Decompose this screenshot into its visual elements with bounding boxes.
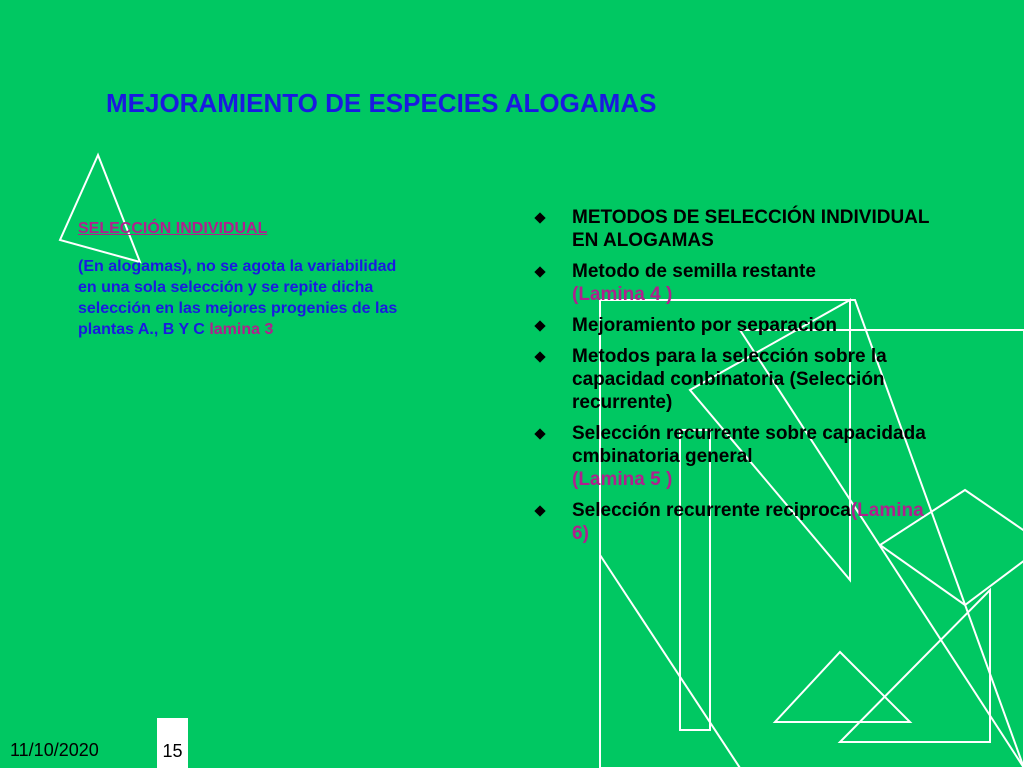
- description-text: (En alogamas), no se agota la variabilidad en una sola selección y se repite dicha selección en las mejores progenies de las plantas A., B Y C: [78, 258, 398, 338]
- slide-title: MEJORAMIENTO DE ESPECIES ALOGAMAS: [106, 88, 657, 118]
- bottom-triangle-shape: [600, 555, 740, 768]
- diamond-bullet-icon: [534, 212, 545, 223]
- right-triangle-shape: [840, 590, 990, 742]
- list-item: [534, 206, 934, 252]
- page-number: 15: [162, 741, 183, 761]
- small-triangle-shape: [775, 652, 910, 722]
- list-item-text: Metodos para la selección sobre la capacidad conbinatoria (Selección recurrente): [572, 346, 887, 413]
- diamond-bullet-icon: [534, 505, 545, 516]
- list-item: [534, 345, 934, 414]
- list-item-reference: (Lamina 5 ): [572, 469, 673, 490]
- footer-date: 11/10/2020: [10, 740, 99, 760]
- diamond-bullet-icon: [534, 320, 545, 331]
- list-item-reference: (Lamina 6): [572, 500, 924, 544]
- left-description: [78, 256, 413, 340]
- list-item: [534, 499, 934, 545]
- methods-list: [534, 206, 934, 553]
- list-item-text: Selección recurrente reciproca: [572, 500, 851, 521]
- list-item-reference: (Lamina 4 ): [572, 284, 673, 305]
- list-item: [534, 260, 934, 306]
- page-number-box: [157, 718, 188, 768]
- list-item: [534, 422, 934, 491]
- list-item-text: Mejoramiento por separacion: [572, 315, 838, 336]
- list-item-text: Selección recurrente sobre capacidada cmbinatoria general: [572, 423, 926, 467]
- list-item-text: METODOS DE SELECCIÓN INDIVIDUAL EN ALOGAMAS: [572, 207, 930, 251]
- list-item: [534, 314, 934, 337]
- diamond-bullet-icon: [534, 428, 545, 439]
- diamond-bullet-icon: [534, 351, 545, 362]
- triangle-shape: [60, 155, 140, 262]
- diamond-bullet-icon: [534, 266, 545, 277]
- section-heading: SELECCIÓN INDIVIDUAL: [78, 220, 268, 237]
- description-reference: lamina 3: [209, 321, 274, 338]
- list-item-text: Metodo de semilla restante: [572, 261, 816, 282]
